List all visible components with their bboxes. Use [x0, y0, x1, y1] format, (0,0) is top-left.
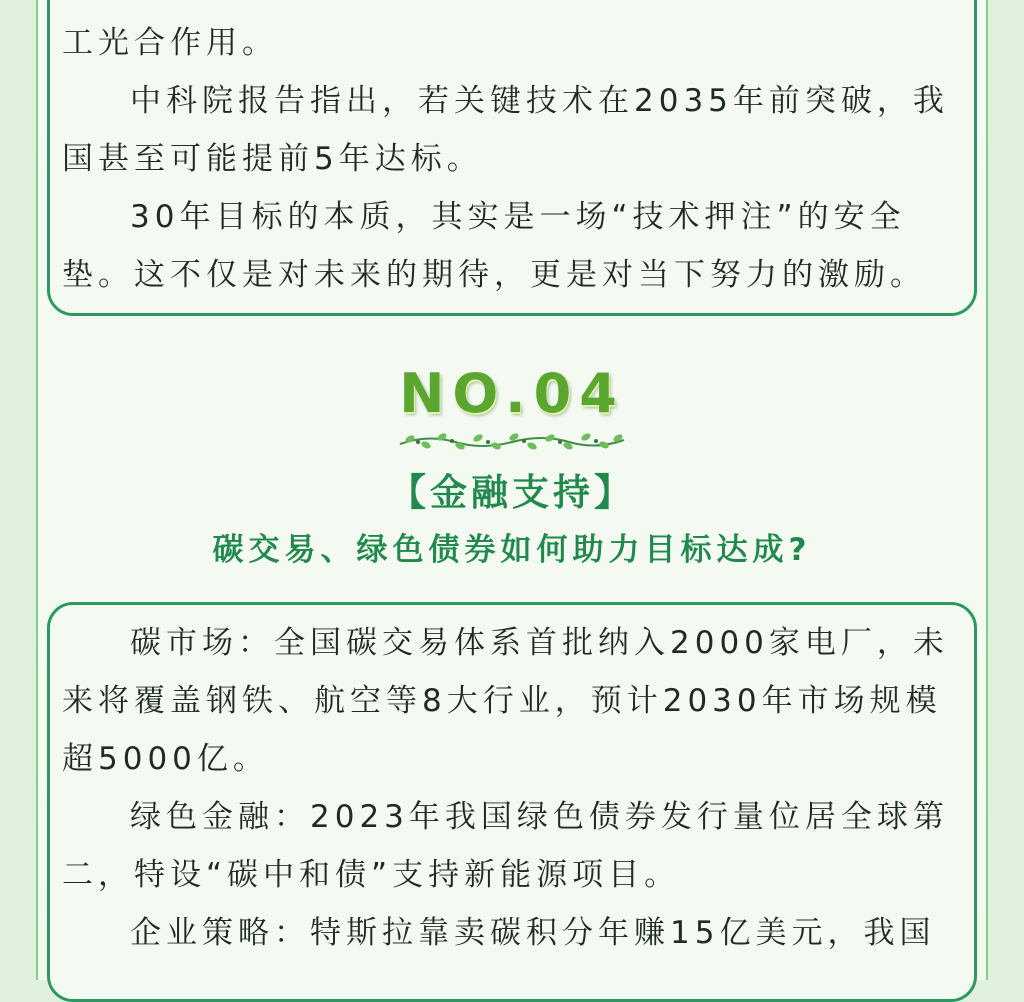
vine-divider-icon — [398, 430, 626, 452]
section-title: 【金融支持】 — [389, 471, 635, 514]
paragraph: 中科院报告指出，若关键技术在2035年前突破，我国甚至可能提前5年达标。 — [62, 83, 949, 177]
section-number: NO.04 — [399, 362, 625, 425]
paragraph: 企业策略：特斯拉靠卖碳积分年赚15亿美元，我国 — [130, 915, 936, 951]
paragraph: 碳市场：全国碳交易体系首批纳入2000家电厂，未来将覆盖钢铁、航空等8大行业，预计2030年市场规模超5000亿。 — [62, 625, 949, 777]
section-subtitle: 碳交易、绿色债券如何助力目标达成? — [212, 532, 812, 568]
top-card-text — [62, 14, 962, 304]
paragraph: 工光合作用。 — [62, 25, 278, 61]
paragraph: 30年目标的本质，其实是一场“技术押注”的安全垫。这不仅是对未来的期待，更是对当下努力的激励。 — [62, 199, 926, 293]
bottom-card-text — [62, 614, 962, 962]
paragraph: 绿色金融：2023年我国绿色债券发行量位居全球第二，特设“碳中和债”支持新能源项目。 — [62, 799, 949, 893]
